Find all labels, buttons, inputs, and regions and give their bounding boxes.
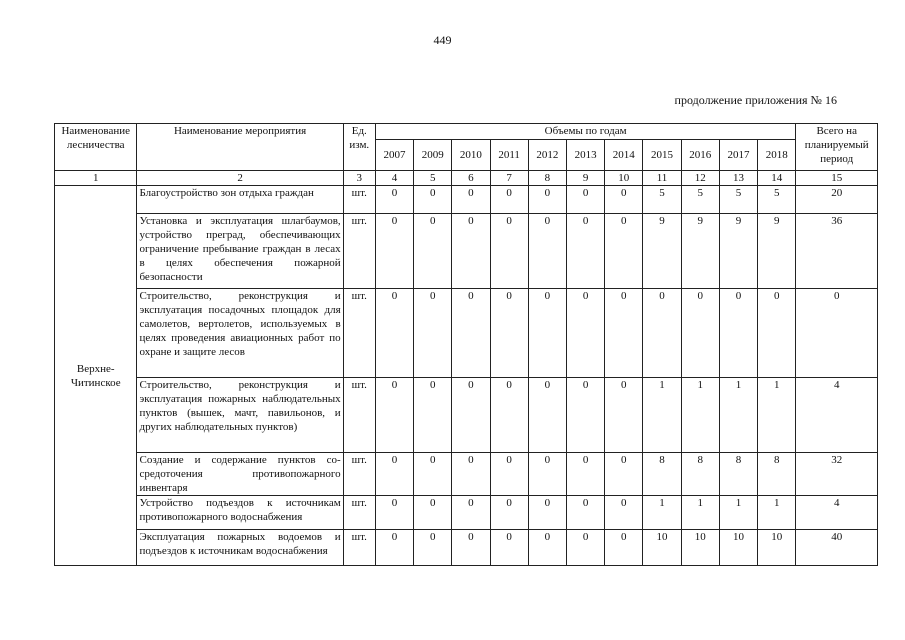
total-cell: 4	[796, 496, 878, 530]
total-cell: 40	[796, 530, 878, 566]
year-value-cell: 0	[414, 530, 452, 566]
continuation-note: продолжение приложения № 16	[674, 93, 837, 107]
year-value-cell: 0	[375, 530, 413, 566]
header-volumes-group: Объемы по годам	[375, 124, 796, 140]
year-value-cell: 1	[643, 496, 681, 530]
table-row	[55, 530, 878, 566]
unit-cell: шт.	[343, 496, 375, 530]
column-number: 2	[137, 171, 343, 186]
year-value-cell: 0	[528, 378, 566, 453]
year-value-cell: 0	[452, 289, 490, 378]
year-value-cell: 0	[452, 496, 490, 530]
year-value-cell: 1	[719, 496, 757, 530]
year-value-cell: 0	[605, 214, 643, 289]
header-year: 2016	[681, 140, 719, 171]
year-value-cell: 0	[528, 289, 566, 378]
unit-cell: шт.	[343, 289, 375, 378]
year-value-cell: 0	[452, 378, 490, 453]
total-cell: 0	[796, 289, 878, 378]
table-row	[55, 289, 878, 378]
year-value-cell: 0	[681, 289, 719, 378]
year-value-cell: 0	[605, 378, 643, 453]
year-value-cell: 10	[758, 530, 796, 566]
year-value-cell: 0	[375, 289, 413, 378]
year-value-cell: 0	[566, 289, 604, 378]
table-row	[55, 378, 878, 453]
header-unit: Ед. изм.	[343, 124, 375, 171]
year-value-cell: 0	[605, 496, 643, 530]
header-year: 2007	[375, 140, 413, 171]
year-value-cell: 0	[375, 378, 413, 453]
column-number: 14	[758, 171, 796, 186]
column-number: 7	[490, 171, 528, 186]
year-value-cell: 0	[605, 530, 643, 566]
column-number: 10	[605, 171, 643, 186]
unit-cell: шт.	[343, 378, 375, 453]
year-value-cell: 0	[566, 530, 604, 566]
year-value-cell: 8	[758, 453, 796, 496]
year-value-cell: 0	[528, 530, 566, 566]
column-number: 15	[796, 171, 878, 186]
activity-cell: Создание и содержание пунктов сосредоточения противопожарного инвентаря	[137, 453, 343, 496]
year-value-cell: 0	[528, 186, 566, 214]
table-row	[55, 214, 878, 289]
year-value-cell: 0	[452, 453, 490, 496]
page-number: 449	[433, 33, 452, 47]
header-year: 2011	[490, 140, 528, 171]
activity-cell: Установка и эксплуатация шлагбаумов, устройство преград, обеспечивающих ограничение пребывание граждан в лесах в целях обеспечения пожарной безопасности	[137, 214, 343, 289]
year-value-cell: 0	[605, 186, 643, 214]
year-value-cell: 0	[566, 214, 604, 289]
header-year: 2010	[452, 140, 490, 171]
total-cell: 4	[796, 378, 878, 453]
year-value-cell: 0	[414, 496, 452, 530]
year-value-cell: 9	[681, 214, 719, 289]
year-value-cell: 0	[375, 453, 413, 496]
activity-cell: Устройство подъездов к источникам противопожарного водоснабжения	[137, 496, 343, 530]
year-value-cell: 0	[490, 289, 528, 378]
column-number-row	[55, 171, 878, 186]
year-value-cell: 0	[566, 378, 604, 453]
header-total: Всего на планируемый период	[796, 124, 878, 171]
column-number: 11	[643, 171, 681, 186]
table-row	[55, 186, 878, 214]
year-value-cell: 10	[643, 530, 681, 566]
year-value-cell: 5	[758, 186, 796, 214]
column-number: 3	[343, 171, 375, 186]
year-value-cell: 0	[375, 214, 413, 289]
header-year: 2009	[414, 140, 452, 171]
total-cell: 20	[796, 186, 878, 214]
year-value-cell: 0	[414, 453, 452, 496]
unit-cell: шт.	[343, 214, 375, 289]
header-year: 2018	[758, 140, 796, 171]
header-activity: Наименование мероприятия	[137, 124, 343, 171]
column-number: 6	[452, 171, 490, 186]
year-value-cell: 0	[566, 453, 604, 496]
header-year: 2015	[643, 140, 681, 171]
year-value-cell: 0	[528, 453, 566, 496]
year-value-cell: 0	[490, 186, 528, 214]
year-value-cell: 8	[643, 453, 681, 496]
activity-cell: Благоустройство зон отдыха граждан	[137, 186, 343, 214]
year-value-cell: 0	[490, 530, 528, 566]
column-number: 9	[566, 171, 604, 186]
year-value-cell: 9	[758, 214, 796, 289]
year-value-cell: 0	[375, 186, 413, 214]
unit-cell: шт.	[343, 453, 375, 496]
table-row	[55, 453, 878, 496]
year-value-cell: 0	[452, 530, 490, 566]
year-value-cell: 0	[719, 289, 757, 378]
year-value-cell: 1	[719, 378, 757, 453]
year-value-cell: 0	[414, 214, 452, 289]
year-value-cell: 0	[375, 496, 413, 530]
year-value-cell: 0	[566, 186, 604, 214]
year-value-cell: 0	[414, 378, 452, 453]
year-value-cell: 8	[719, 453, 757, 496]
year-value-cell: 1	[758, 378, 796, 453]
forestry-name-cell: Верхне-Читинское	[55, 186, 137, 566]
year-value-cell: 0	[605, 289, 643, 378]
year-value-cell: 0	[452, 214, 490, 289]
header-year: 2012	[528, 140, 566, 171]
year-value-cell: 0	[566, 496, 604, 530]
unit-cell: шт.	[343, 186, 375, 214]
column-number: 13	[719, 171, 757, 186]
column-number: 1	[55, 171, 137, 186]
activity-cell: Строительство, реконструкция и эксплуатация посадочных площадок для самолетов, вертолетов, используемых в целях проведения авиационных работ по охране и защите лесов	[137, 289, 343, 378]
year-value-cell: 1	[758, 496, 796, 530]
year-value-cell: 0	[758, 289, 796, 378]
year-value-cell: 10	[719, 530, 757, 566]
year-value-cell: 0	[528, 496, 566, 530]
year-value-cell: 0	[605, 453, 643, 496]
activity-cell: Строительство, реконструкция и эксплуатация пожарных наблюдательных пунктов (вышек, мачт, павильонов, и других наблюдательных пунктов)	[137, 378, 343, 453]
header-year: 2017	[719, 140, 757, 171]
year-value-cell: 0	[490, 453, 528, 496]
header-year: 2014	[605, 140, 643, 171]
table-header	[55, 124, 878, 186]
year-value-cell: 0	[452, 186, 490, 214]
header-year: 2013	[566, 140, 604, 171]
year-value-cell: 0	[414, 289, 452, 378]
activity-cell: Эксплуатация пожарных водоемов и подъездов к источникам водоснабжения	[137, 530, 343, 566]
table-body	[55, 186, 878, 566]
year-value-cell: 8	[681, 453, 719, 496]
column-number: 5	[414, 171, 452, 186]
column-number: 8	[528, 171, 566, 186]
table-row	[55, 496, 878, 530]
year-value-cell: 1	[681, 496, 719, 530]
year-value-cell: 0	[490, 378, 528, 453]
year-value-cell: 1	[681, 378, 719, 453]
year-value-cell: 1	[643, 378, 681, 453]
total-cell: 32	[796, 453, 878, 496]
year-value-cell: 5	[681, 186, 719, 214]
year-value-cell: 0	[490, 214, 528, 289]
total-cell: 36	[796, 214, 878, 289]
column-number: 12	[681, 171, 719, 186]
header-forestry: Наименование лесничества	[55, 124, 137, 171]
year-value-cell: 0	[414, 186, 452, 214]
volumes-table	[54, 123, 878, 566]
year-value-cell: 5	[719, 186, 757, 214]
column-number: 4	[375, 171, 413, 186]
year-value-cell: 0	[490, 496, 528, 530]
year-value-cell: 9	[719, 214, 757, 289]
year-value-cell: 10	[681, 530, 719, 566]
year-value-cell: 0	[528, 214, 566, 289]
year-value-cell: 0	[643, 289, 681, 378]
unit-cell: шт.	[343, 530, 375, 566]
year-value-cell: 9	[643, 214, 681, 289]
year-value-cell: 5	[643, 186, 681, 214]
